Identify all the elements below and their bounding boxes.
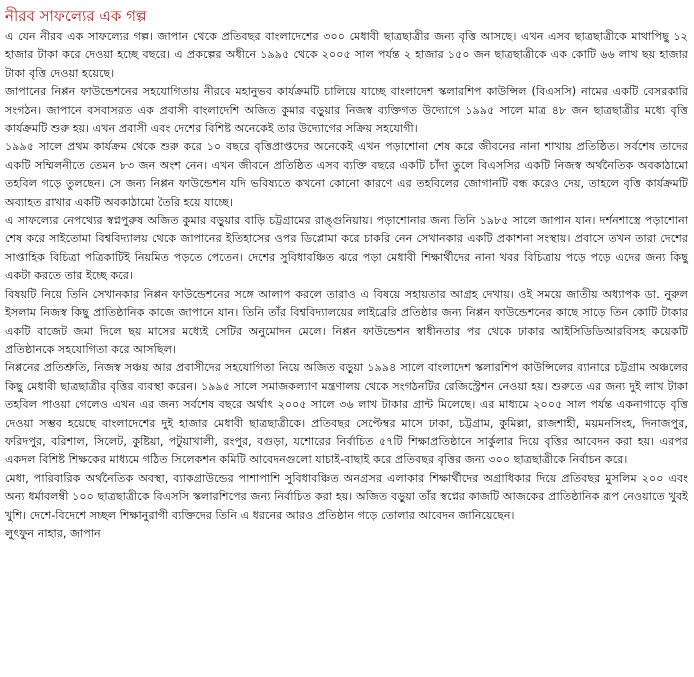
article-paragraph: নিপ্পনের প্রতিশ্রুতি, নিজস্ব সঞ্চয় আর প্রবাসীদের সহযোগিতা নিয়ে অজিত বড়ুয়া ১৯৯৪ সালে বাংলাদেশ স্কলারশিপ কাউন্সিলের ব্যানারে চট্টগ্রাম অঞ্চলের কিছু মেধাবী ছাত্রছাত্রীর বৃত্তির ব্যবস্থা করেন। ১৯৯৫ সালে সমাজকল্যাণ মন্ত্রণালয় থেকে সংগঠনটির রেজিস্ট্রেশন নেওয়া হয়। শুরুতে এর জন্য দুই লাখ টাকা তহবিল পাওয়া গেলেও এখন এর জন্য সর্বশেষ বছরে অর্থাৎ ২০০৫ সালে ৩৬ লাখ টাকার গ্রান্ট মিলেছে। এর মাধ্যমে ২০০৫ সাল পর্যন্ত একনাগাড়ে বৃত্তি দেওয়া সম্ভব হয়েছে বাংলাদেশের দুই হাজার মেধাবী ছাত্রছাত্রীকে। প্রতিবছর সেপ্টেম্বর মাসে ঢাকা, চট্টগ্রাম, কুমিল্লা, রাজশাহী, ময়মনসিংহ, দিনাজপুর, ফরিদপুর, বরিশাল, সিলেট, কুষ্টিয়া, পটুয়াখালী, রংপুর, বগুড়া, যশোরের নির্বাচিত ৫৭টি শিক্ষাপ্রতিষ্ঠানে সার্কুলার দিয়ে বৃত্তির আবেদন করা হয়। এরপর একদল বিশিষ্ট শিক্ষকের মাধ্যমে গঠিত সিলেকশন কমিটি আবেদনগুলো যাচাই-বাছাই করে প্রতিবছর বৃত্তির জন্য ৩০০ ছাত্রছাত্রীকে নির্বাচন করে। (5, 361, 688, 467)
article-paragraph: এ যেন নীরব এক সাফল্যের গল্প। জাপান থেকে প্রতিবছর বাংলাদেশের ৩০০ মেধাবী ছাত্রছাত্রীর জন্য বৃত্তি আসছে। এখন এসব ছাত্রছাত্রীকে মাথাপিছু ১২ হাজার টাকা করে দেওয়া হচ্ছে বছরে। এ প্রকল্পের অধীনে ১৯৯৫ থেকে ২০০৫ সাল পর্যন্ত ২ হাজার ১৫০ জন ছাত্রছাত্রীকে এক কোটি ৬৬ লাখ ছয় হাজার টাকা বৃত্তি দেওয়া হয়েছে। (5, 30, 688, 80)
article-paragraph: বিষয়টি নিয়ে তিনি সেখানকার নিপ্পন ফাউন্ডেশনের সঙ্গে আলাপ করলে তারাও এ বিষয়ে সহায়তার আগ্রহ দেখায়। ওই সময়ে জাতীয় অধ্যাপক ডা. নুরুল ইসলাম নিজস্ব কিছু প্রাতিষ্ঠানিক কাজে জাপানে যান। তিনি তাঁর বিশ্ববিদ্যালয়ের লাইব্রেরি প্রতিষ্ঠার জন্য নিপ্পন ফাউন্ডেশনের কাছে সাড়ে তিন কোটি টাকার একটি বাজেট জমা দিলে ছয় মাসের মধ্যেই সেটির অনুমোদন মেলে। নিপ্পন ফাউন্ডেশন স্বাধীনতার পর থেকে ঢাকার আইসিডিডিআরবিসহ কয়েকটি প্রতিষ্ঠানকে সহযোগিতা করে আসছিল। (5, 287, 688, 356)
article-paragraph: এ সাফল্যের নেপথ্যের স্বপ্নপুরুষ অজিত কুমার বড়ুয়ার বাড়ি চট্টগ্রামের রাঙ্গুনিয়ায়। পড়াশোনার জন্য তিনি ১৯৮৫ সালে জাপান যান। দর্শনশাস্ত্রে পড়াশোনা শেষ করে সাইতোমা বিশ্ববিদ্যালয় থেকে জাপানের ইতিহাসের ওপর ডিপ্লোমা করে চাকরি নেন সেখানকার একটি প্রকাশনা সংস্থায়। প্রবাসে তখন তারা দেশের সাপ্তাহিক বিচিত্রা পত্রিকাটিই নিয়মিত পড়তে পেতেন। দেশের সুবিধাবঞ্চিত ঝরে পড়া মেধাবী শিক্ষার্থীদের নানা খবর বিচিত্রায় পড়ে পড়ে এদের জন্য কিছু একটা করতে তার ইচ্ছে করে। (5, 214, 688, 283)
article-author: লুৎফুন নাহার, জাপান (5, 526, 101, 540)
article-title: নীরব সাফল্যের এক গল্প (5, 7, 147, 25)
article-paragraph: ১৯৯৫ সালে প্রথম কার্যক্রম থেকে শুরু করে ১০ বছরে বৃত্তিপ্রাপ্তদের অনেকেই এখন পড়াশোনা শেষ করে জীবনের নানা শাখায় প্রতিষ্ঠিত। সর্বশেষ তাদের একটি সম্মিলনীতে তেমন ৮৩ জন অংশ নেন। এখন জীবনে প্রতিষ্ঠিত এসব ব্যক্তি বছরে একটি চাঁদা তুলে বিএসসির একটি নিজস্ব অর্থনৈতিক অবকাঠামো তহবিল গড়ে তুলছেন। সে জন্য নিপ্পন ফাউন্ডেশন যদি ভবিষ্যতে কখনো কোনো কারণে এর তহবিলের জোগানটি বন্ধ করেও দেয়, তাহলে বৃত্তি কার্যক্রমটি অব্যাহত রাখার একটি অবকাঠামো তৈরি হয়ে যাচ্ছে। (5, 140, 688, 209)
article-body (5, 28, 688, 525)
article-paragraph: জাপানের নিপ্পন ফাউন্ডেশনের সহযোগিতায় নীরবে মহানুভব কার্যক্রমটি চালিয়ে যাচ্ছে বাংলাদেশ স্কলারশিপ কাউন্সিল (বিএসসি) নামের একটি বেসরকারি সংগঠন। জাপানে বসবাসরত এক প্রবাসী বাংলাদেশি অজিত কুমার বড়ুয়ার নিজস্ব ব্যক্তিগত উদ্যোগে ১৯৯৫ সালে মাত্র ৪৮ জন ছাত্রছাত্রীর মধ্যে বৃত্তি কার্যক্রমটি শুরু হয়। এখন প্রবাসী এবং দেশের বিশিষ্ট অনেকেই তার উদ্যোগের সক্রিয় সহযোগী। (5, 85, 688, 136)
article-paragraph: মেধা, পারিবারিক অর্থনৈতিক অবস্থা, ব্যাকগ্রাউন্ডের পাশাপাশি সুবিধাবঞ্চিত অনগ্রসর এলাকার শিক্ষার্থীদের অগ্রাধিকার দিয়ে প্রতিবছর মুসলিম ২০০ এবং অন্য ধর্মাবলম্বী ১০০ ছাত্রছাত্রীকে বিএসসি স্কলারশিপের জন্য নির্বাচিত করা হয়। অজিত বড়ুয়া তাঁর স্বপ্নের কাজটি আজকের প্রাতিষ্ঠানিক রূপ নেওয়াতে খুবই খুশি। দেশে-বিদেশে সচ্ছল শিক্ষানুরাগী ব্যক্তিদের তিনি এ ধরনের আরও প্রতিষ্ঠান গড়ে তোলার আবেদন জানিয়েছেন। (5, 471, 688, 522)
